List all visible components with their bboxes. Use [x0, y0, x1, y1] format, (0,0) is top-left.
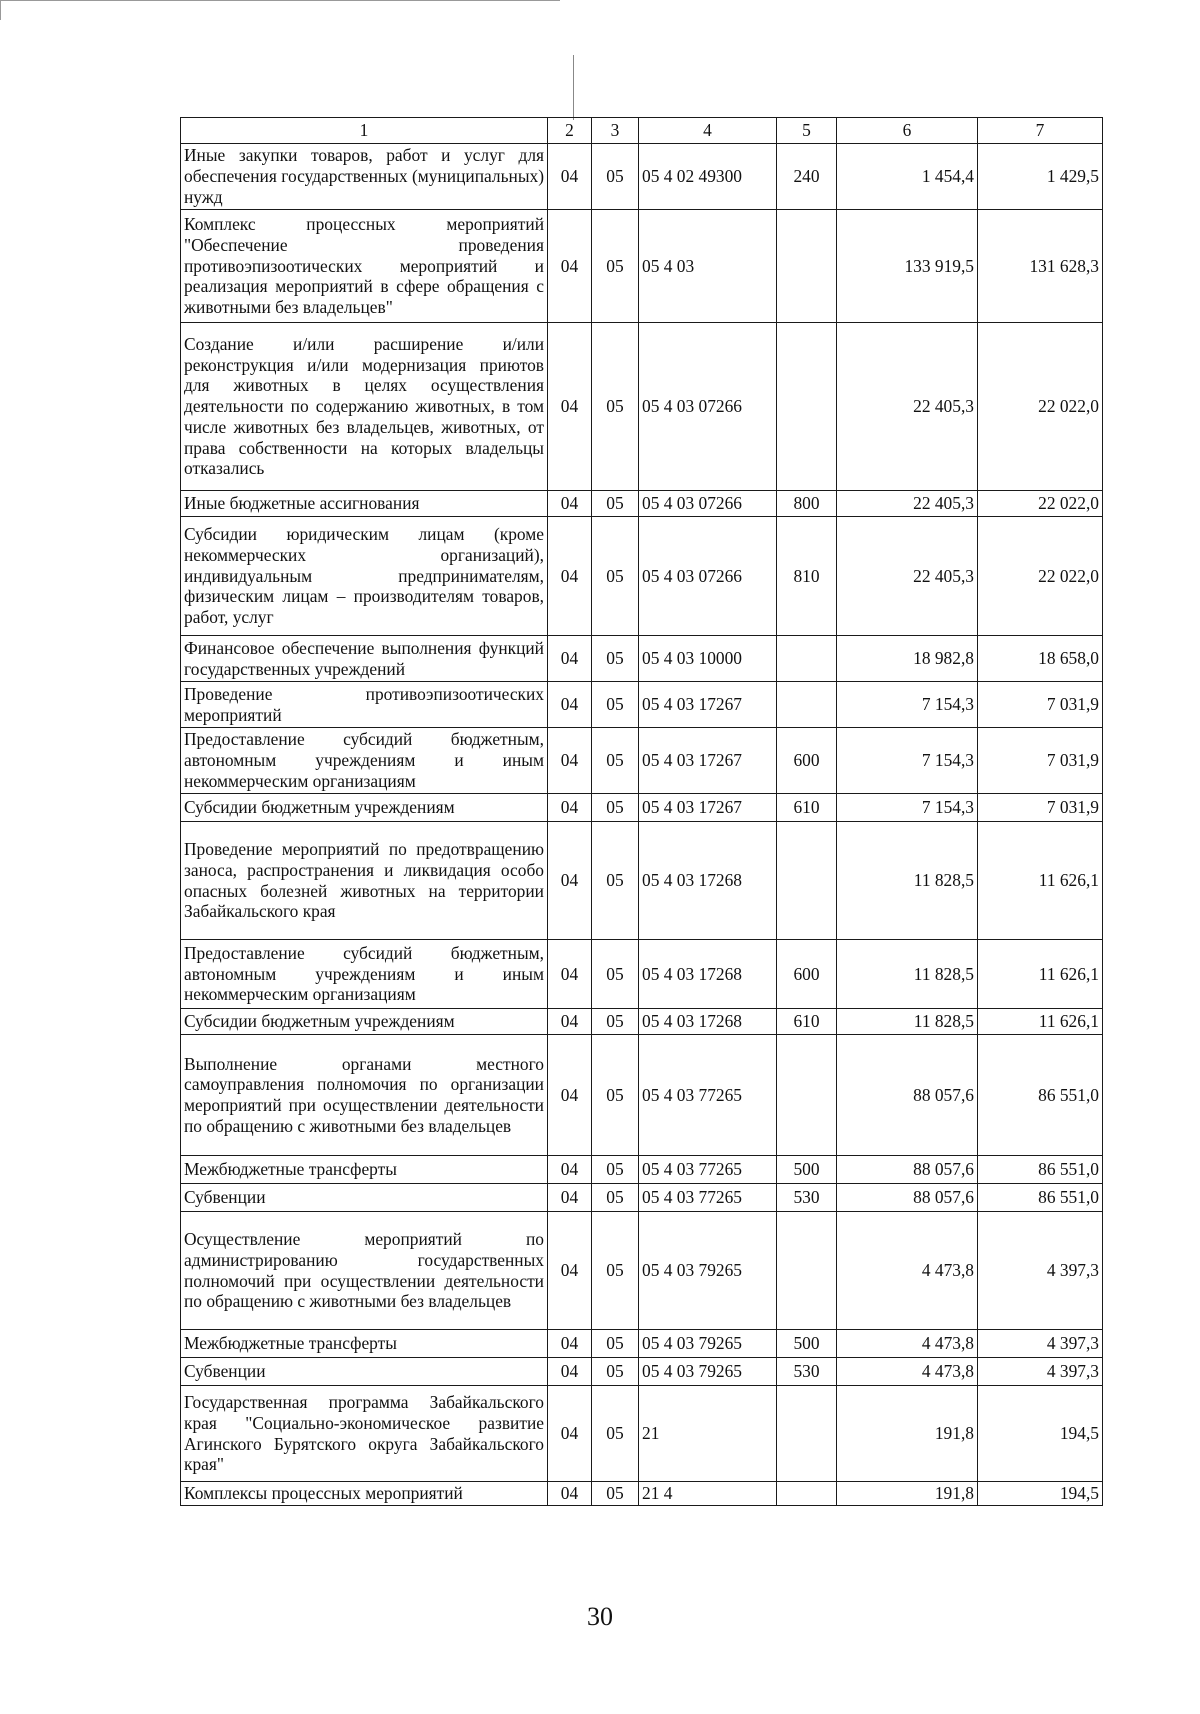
row-section-cell: 04 — [548, 144, 592, 210]
row-subsection-cell: 05 — [592, 1184, 639, 1212]
row-amount-1-cell: 88 057,6 — [837, 1156, 978, 1184]
scan-fold-line — [573, 55, 574, 120]
row-expense-type-cell — [777, 1386, 837, 1482]
row-amount-2-cell: 7 031,9 — [978, 682, 1103, 728]
row-amount-2-cell: 194,5 — [978, 1386, 1103, 1482]
row-amount-2-cell: 194,5 — [978, 1482, 1103, 1506]
row-name-cell: Проведение мероприятий по предотвращению заноса, распространения и ликвидация особо опасных болезней животных на территории Забайкальского края — [181, 822, 548, 940]
row-subsection-cell: 05 — [592, 1212, 639, 1330]
row-amount-2-cell: 86 551,0 — [978, 1184, 1103, 1212]
row-name-cell: Межбюджетные трансферты — [181, 1330, 548, 1358]
table-row — [181, 1009, 1103, 1035]
header-cell: 1 — [181, 118, 548, 144]
row-amount-2-cell: 4 397,3 — [978, 1212, 1103, 1330]
row-target-code-cell: 05 4 03 79265 — [639, 1358, 777, 1386]
row-name-cell: Государственная программа Забайкальского края "Социально-экономическое развитие Агинского Бурятского округа Забайкальского края" — [181, 1386, 548, 1482]
table-row — [181, 1482, 1103, 1506]
header-cell: 3 — [592, 118, 639, 144]
table-row — [181, 682, 1103, 728]
row-section-cell: 04 — [548, 1212, 592, 1330]
row-target-code-cell: 05 4 03 07266 — [639, 491, 777, 517]
table-row — [181, 728, 1103, 794]
row-section-cell: 04 — [548, 1482, 592, 1506]
row-section-cell: 04 — [548, 1184, 592, 1212]
row-section-cell: 04 — [548, 636, 592, 682]
row-expense-type-cell — [777, 1482, 837, 1506]
table-header-row — [181, 118, 1103, 144]
row-amount-1-cell: 7 154,3 — [837, 794, 978, 822]
row-amount-2-cell: 22 022,0 — [978, 517, 1103, 636]
table-row — [181, 794, 1103, 822]
row-section-cell: 04 — [548, 1156, 592, 1184]
row-target-code-cell: 05 4 02 49300 — [639, 144, 777, 210]
row-subsection-cell: 05 — [592, 822, 639, 940]
row-target-code-cell: 05 4 03 17268 — [639, 1009, 777, 1035]
row-section-cell: 04 — [548, 491, 592, 517]
row-section-cell: 04 — [548, 1386, 592, 1482]
table-row — [181, 517, 1103, 636]
table-row — [181, 1156, 1103, 1184]
row-amount-2-cell: 86 551,0 — [978, 1035, 1103, 1156]
row-amount-1-cell: 7 154,3 — [837, 728, 978, 794]
row-amount-2-cell: 131 628,3 — [978, 210, 1103, 323]
row-target-code-cell: 05 4 03 — [639, 210, 777, 323]
row-subsection-cell: 05 — [592, 1156, 639, 1184]
row-expense-type-cell — [777, 636, 837, 682]
row-subsection-cell: 05 — [592, 1386, 639, 1482]
row-name-cell: Создание и/или расширение и/или реконструкция и/или модернизация приютов для животных в целях осуществления деятельности по содержанию животных, в том числе животных без владельцев, животных, от права собственности на которых владельцы отказались — [181, 323, 548, 491]
row-target-code-cell: 05 4 03 17267 — [639, 728, 777, 794]
row-section-cell: 04 — [548, 323, 592, 491]
row-expense-type-cell: 610 — [777, 794, 837, 822]
row-target-code-cell: 05 4 03 07266 — [639, 517, 777, 636]
scan-edge-line — [0, 0, 560, 1]
row-subsection-cell: 05 — [592, 1009, 639, 1035]
table-row — [181, 1358, 1103, 1386]
row-amount-1-cell: 4 473,8 — [837, 1212, 978, 1330]
row-target-code-cell: 21 4 — [639, 1482, 777, 1506]
row-expense-type-cell: 240 — [777, 144, 837, 210]
row-amount-1-cell: 133 919,5 — [837, 210, 978, 323]
row-section-cell: 04 — [548, 517, 592, 636]
row-subsection-cell: 05 — [592, 323, 639, 491]
row-amount-1-cell: 22 405,3 — [837, 491, 978, 517]
row-amount-2-cell: 11 626,1 — [978, 940, 1103, 1009]
row-target-code-cell: 05 4 03 77265 — [639, 1035, 777, 1156]
table-row — [181, 323, 1103, 491]
row-amount-1-cell: 4 473,8 — [837, 1358, 978, 1386]
table-row — [181, 822, 1103, 940]
row-name-cell: Комплексы процессных мероприятий — [181, 1482, 548, 1506]
row-amount-2-cell: 4 397,3 — [978, 1358, 1103, 1386]
row-amount-1-cell: 1 454,4 — [837, 144, 978, 210]
row-name-cell: Осуществление мероприятий по администрированию государственных полномочий при осуществлении деятельности по обращению с животными без владельцев — [181, 1212, 548, 1330]
row-amount-1-cell: 11 828,5 — [837, 940, 978, 1009]
row-name-cell: Предоставление субсидий бюджетным, автономным учреждениям и иным некоммерческим организациям — [181, 728, 548, 794]
row-target-code-cell: 21 — [639, 1386, 777, 1482]
scan-edge-mark — [0, 0, 1, 20]
row-section-cell: 04 — [548, 940, 592, 1009]
table-row — [181, 940, 1103, 1009]
row-expense-type-cell: 610 — [777, 1009, 837, 1035]
row-amount-2-cell: 18 658,0 — [978, 636, 1103, 682]
row-expense-type-cell — [777, 1035, 837, 1156]
row-amount-1-cell: 191,8 — [837, 1482, 978, 1506]
row-name-cell: Выполнение органами местного самоуправления полномочия по организации мероприятий при осуществлении деятельности по обращению с животными без владельцев — [181, 1035, 548, 1156]
row-subsection-cell: 05 — [592, 491, 639, 517]
row-expense-type-cell — [777, 1212, 837, 1330]
row-expense-type-cell — [777, 210, 837, 323]
row-subsection-cell: 05 — [592, 1330, 639, 1358]
row-name-cell: Финансовое обеспечение выполнения функций государственных учреждений — [181, 636, 548, 682]
row-subsection-cell: 05 — [592, 1482, 639, 1506]
row-target-code-cell: 05 4 03 77265 — [639, 1184, 777, 1212]
row-name-cell: Иные закупки товаров, работ и услуг для обеспечения государственных (муниципальных) нужд — [181, 144, 548, 210]
row-amount-1-cell: 7 154,3 — [837, 682, 978, 728]
row-amount-1-cell: 22 405,3 — [837, 323, 978, 491]
table-row — [181, 144, 1103, 210]
row-section-cell: 04 — [548, 682, 592, 728]
row-amount-1-cell: 18 982,8 — [837, 636, 978, 682]
row-expense-type-cell: 530 — [777, 1184, 837, 1212]
table-row — [181, 1330, 1103, 1358]
table-row — [181, 210, 1103, 323]
row-section-cell: 04 — [548, 1330, 592, 1358]
page-number: 30 — [587, 1602, 613, 1631]
table-row — [181, 1212, 1103, 1330]
row-amount-2-cell: 11 626,1 — [978, 822, 1103, 940]
row-section-cell: 04 — [548, 1009, 592, 1035]
row-subsection-cell: 05 — [592, 728, 639, 794]
row-subsection-cell: 05 — [592, 1358, 639, 1386]
row-section-cell: 04 — [548, 1358, 592, 1386]
row-amount-2-cell: 4 397,3 — [978, 1330, 1103, 1358]
row-amount-1-cell: 88 057,6 — [837, 1035, 978, 1156]
row-target-code-cell: 05 4 03 17267 — [639, 794, 777, 822]
row-name-cell: Иные бюджетные ассигнования — [181, 491, 548, 517]
row-section-cell: 04 — [548, 1035, 592, 1156]
row-name-cell: Проведение противоэпизоотических мероприятий — [181, 682, 548, 728]
row-amount-1-cell: 22 405,3 — [837, 517, 978, 636]
row-name-cell: Субвенции — [181, 1358, 548, 1386]
header-cell: 5 — [777, 118, 837, 144]
row-target-code-cell: 05 4 03 17268 — [639, 822, 777, 940]
row-expense-type-cell: 600 — [777, 728, 837, 794]
table-row — [181, 1035, 1103, 1156]
row-amount-2-cell: 22 022,0 — [978, 491, 1103, 517]
row-subsection-cell: 05 — [592, 636, 639, 682]
row-amount-2-cell: 7 031,9 — [978, 794, 1103, 822]
row-subsection-cell: 05 — [592, 682, 639, 728]
row-section-cell: 04 — [548, 210, 592, 323]
row-target-code-cell: 05 4 03 10000 — [639, 636, 777, 682]
row-expense-type-cell: 530 — [777, 1358, 837, 1386]
row-name-cell: Субсидии юридическим лицам (кроме некоммерческих организаций), индивидуальным предпринимателям, физическим лицам – производителям товаров, работ, услуг — [181, 517, 548, 636]
table-row — [181, 1386, 1103, 1482]
header-cell: 7 — [978, 118, 1103, 144]
row-subsection-cell: 05 — [592, 794, 639, 822]
row-target-code-cell: 05 4 03 79265 — [639, 1212, 777, 1330]
row-expense-type-cell: 600 — [777, 940, 837, 1009]
row-subsection-cell: 05 — [592, 144, 639, 210]
row-expense-type-cell: 800 — [777, 491, 837, 517]
row-amount-2-cell: 22 022,0 — [978, 323, 1103, 491]
row-expense-type-cell: 500 — [777, 1330, 837, 1358]
budget-table — [180, 117, 1103, 1506]
row-section-cell: 04 — [548, 794, 592, 822]
row-target-code-cell: 05 4 03 79265 — [639, 1330, 777, 1358]
header-cell: 4 — [639, 118, 777, 144]
row-subsection-cell: 05 — [592, 517, 639, 636]
row-expense-type-cell — [777, 682, 837, 728]
row-amount-2-cell: 1 429,5 — [978, 144, 1103, 210]
row-amount-2-cell: 7 031,9 — [978, 728, 1103, 794]
row-subsection-cell: 05 — [592, 940, 639, 1009]
table-row — [181, 636, 1103, 682]
row-name-cell: Межбюджетные трансферты — [181, 1156, 548, 1184]
row-subsection-cell: 05 — [592, 1035, 639, 1156]
row-target-code-cell: 05 4 03 07266 — [639, 323, 777, 491]
row-name-cell: Субсидии бюджетным учреждениям — [181, 794, 548, 822]
row-target-code-cell: 05 4 03 77265 — [639, 1156, 777, 1184]
row-amount-1-cell: 191,8 — [837, 1386, 978, 1482]
row-name-cell: Предоставление субсидий бюджетным, автономным учреждениям и иным некоммерческим организациям — [181, 940, 548, 1009]
row-name-cell: Субвенции — [181, 1184, 548, 1212]
row-amount-1-cell: 88 057,6 — [837, 1184, 978, 1212]
row-target-code-cell: 05 4 03 17268 — [639, 940, 777, 1009]
row-expense-type-cell — [777, 822, 837, 940]
row-expense-type-cell — [777, 323, 837, 491]
row-amount-1-cell: 4 473,8 — [837, 1330, 978, 1358]
table-row — [181, 491, 1103, 517]
row-name-cell: Субсидии бюджетным учреждениям — [181, 1009, 548, 1035]
row-section-cell: 04 — [548, 728, 592, 794]
row-section-cell: 04 — [548, 822, 592, 940]
header-cell: 2 — [548, 118, 592, 144]
row-amount-1-cell: 11 828,5 — [837, 822, 978, 940]
table-row — [181, 1184, 1103, 1212]
row-amount-2-cell: 86 551,0 — [978, 1156, 1103, 1184]
header-cell: 6 — [837, 118, 978, 144]
row-amount-2-cell: 11 626,1 — [978, 1009, 1103, 1035]
row-subsection-cell: 05 — [592, 210, 639, 323]
row-target-code-cell: 05 4 03 17267 — [639, 682, 777, 728]
row-amount-1-cell: 11 828,5 — [837, 1009, 978, 1035]
row-expense-type-cell: 500 — [777, 1156, 837, 1184]
row-expense-type-cell: 810 — [777, 517, 837, 636]
row-name-cell: Комплекс процессных мероприятий "Обеспечение проведения противоэпизоотических мероприятий и реализация мероприятий в сфере обращения с животными без владельцев" — [181, 210, 548, 323]
